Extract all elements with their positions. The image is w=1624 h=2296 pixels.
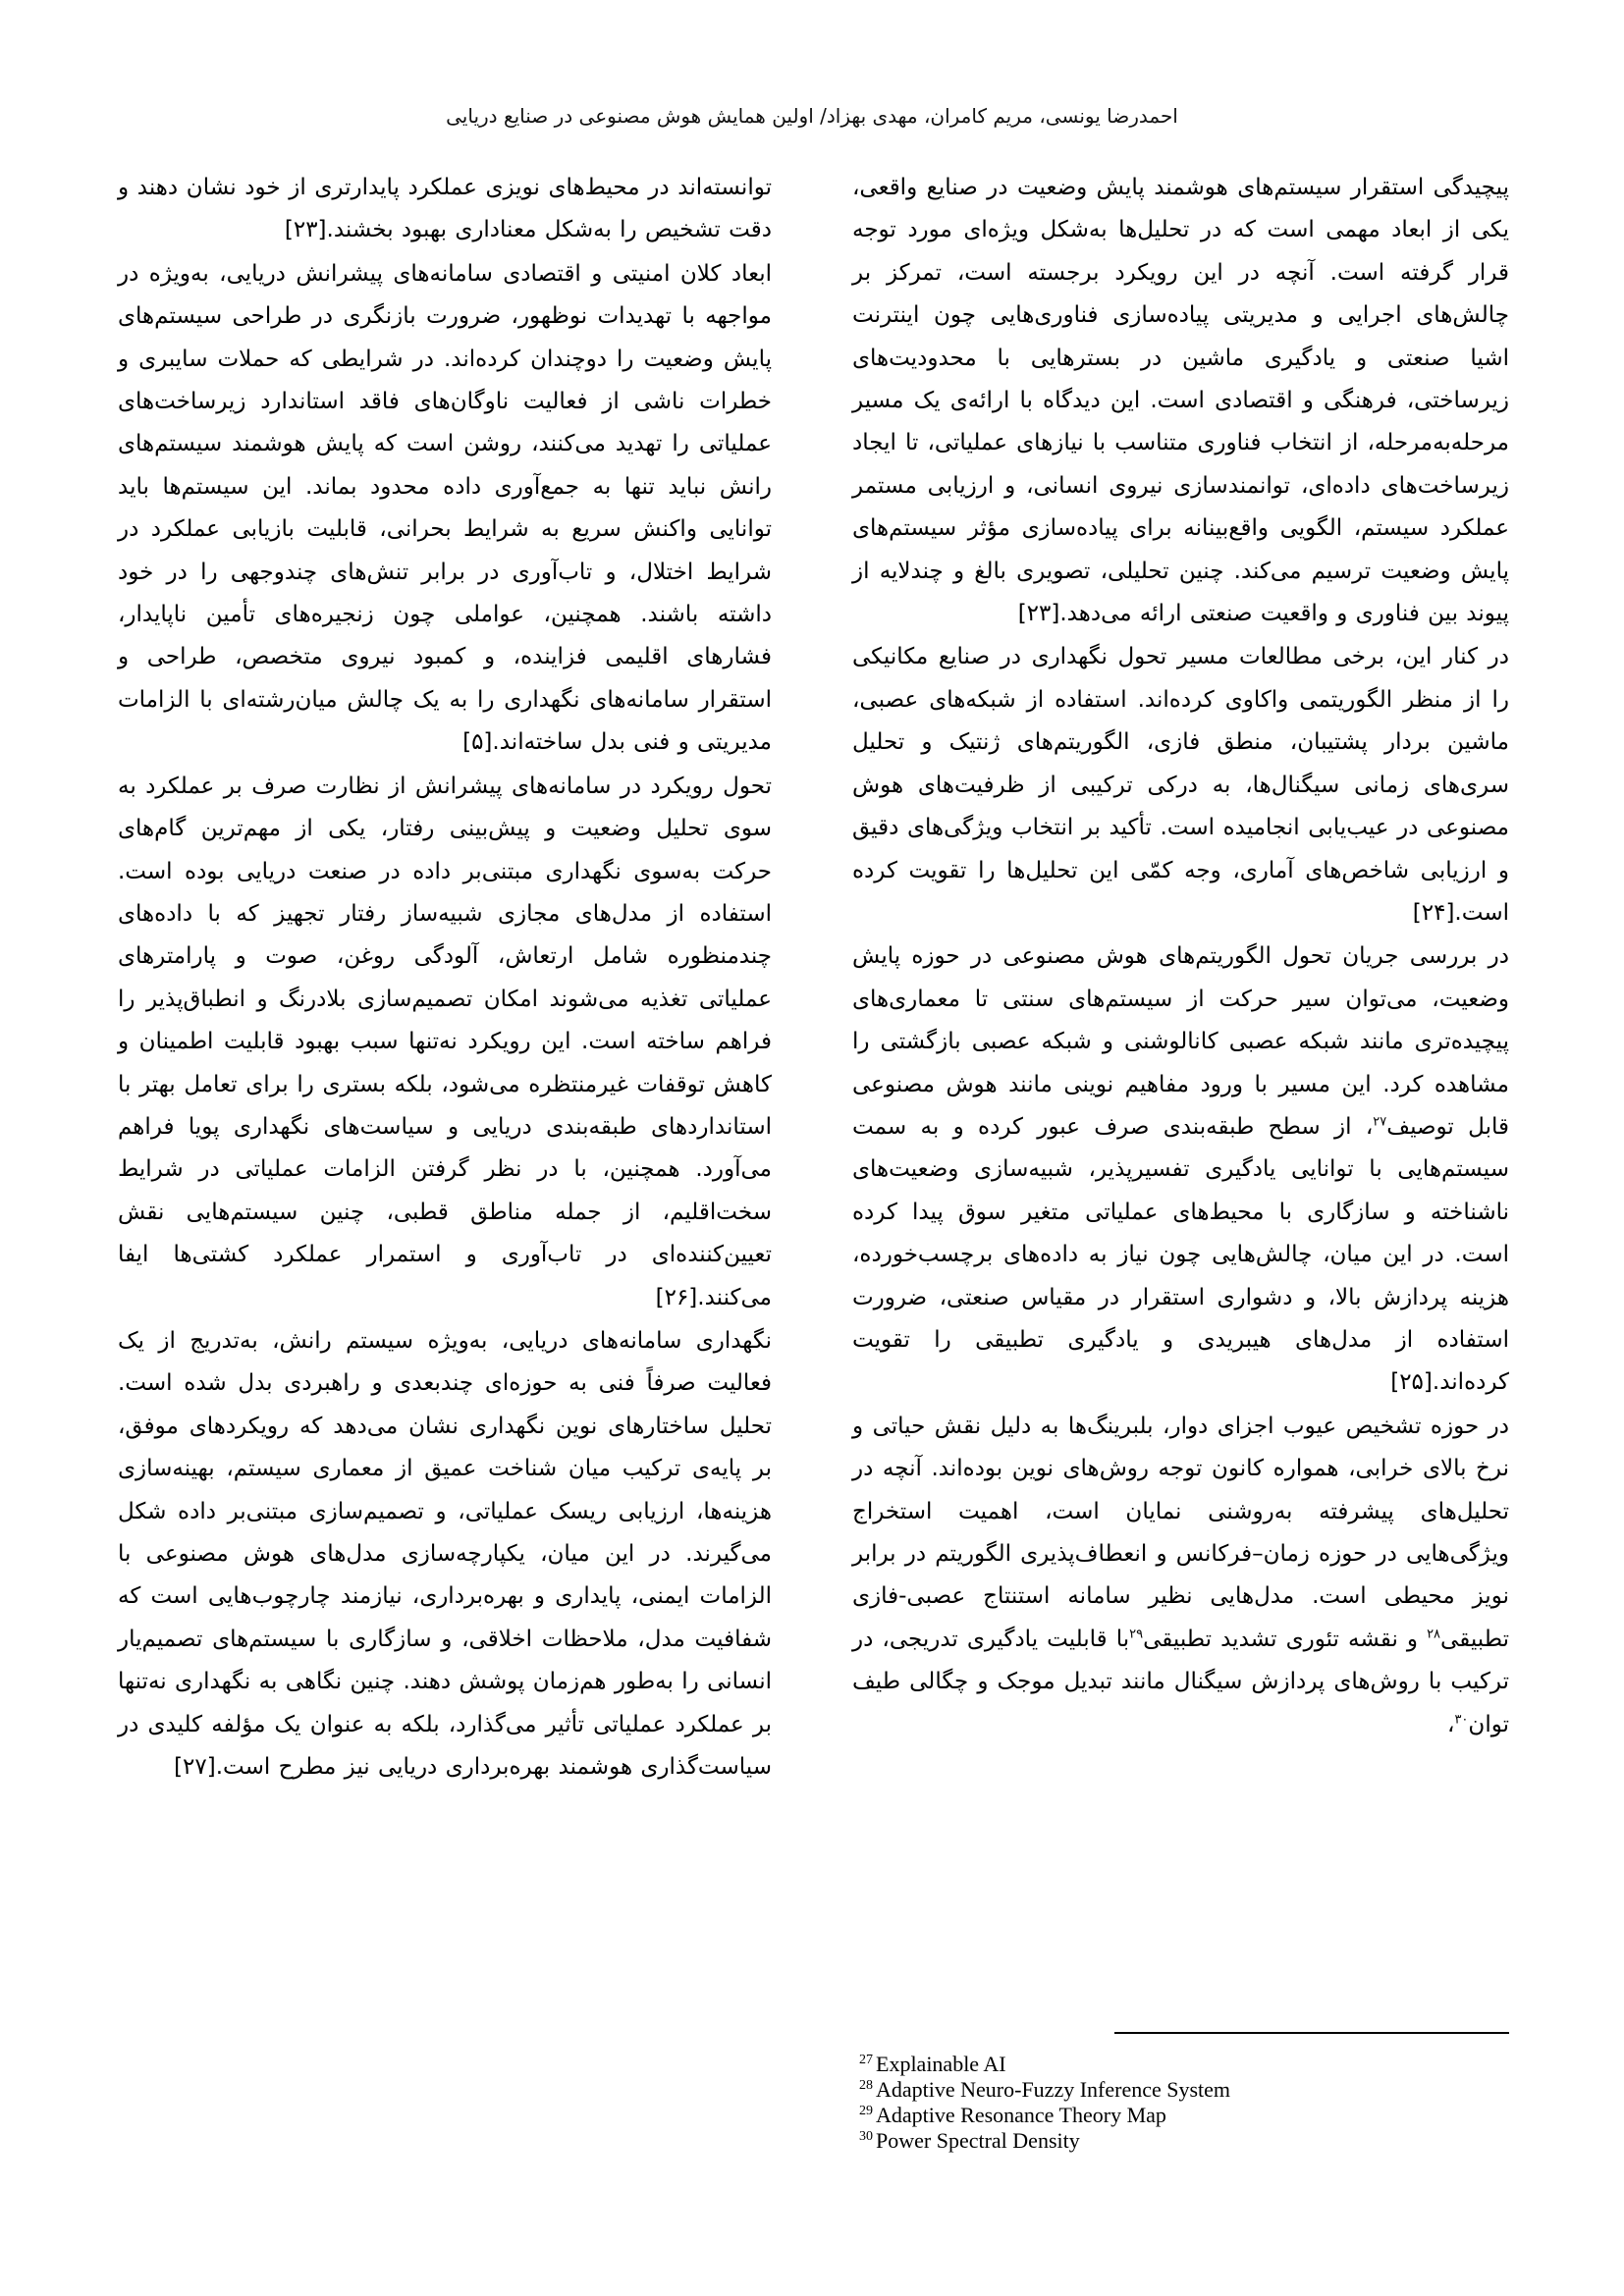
paragraph-text: در حوزه تشخیص عیوب اجزای دوار، بلبرینگ‌ها به دلیل نقش حیاتی و نرخ بالای خرابی، همواره کانون توجه روش‌های نوین بوده‌اند. آنچه در تحلیل‌های پیشرفته به‌روشنی نمایان است، اهمیت استخراج ویژگی‌هایی در حوزه زمان–فرکانس و انعطاف‌پذیری الگوریتم در برابر نویز محیطی است. مدل‌هایی نظیر سامانه استنتاج عصبی-فازی تطبیقی <box>852 1413 1510 1652</box>
paragraph <box>118 766 772 1319</box>
paragraph <box>852 1406 1509 1746</box>
footnote-item <box>859 2128 1509 2154</box>
running-title: احمدرضا یونسی، مریم کامران، مهدی بهزاد/ اولین همایش هوش مصنوعی در صنایع دریایی <box>446 104 1178 128</box>
paragraph-text: پیچیدگی استقرار سیستم‌های هوشمند پایش وضعیت در صنایع واقعی، یکی از ابعاد مهمی است که در تحلیل‌ها به‌شکل ویژه‌ای مورد توجه قرار گرفته است. آنچه در این رویکرد برجسته است، تمرکز بر چالش‌های اجرایی و مدیریتی پیاده‌سازی فناوری‌هایی چون اینترنت اشیا صنعتی و یادگیری ماشین در بسترهایی با محدودیت‌های زیرساختی، فرهنگی و اقتصادی است. این دیدگاه با ارائه‌ی یک مسیر مرحله‌به‌مرحله، از انتخاب فناوری متناسب با نیازهای عملیاتی، تا ایجاد زیرساخت‌های داده‌ای، توانمندسازی نیروی انسانی، و ارزیابی مستمر عملکرد سیستم، الگویی واقع‌بینانه برای پیاده‌سازی مؤثر سیستم‌های پایش وضعیت ترسیم می‌کند. چنین تحلیلی، تصویری بالغ و چندلایه از پیوند بین فناوری و واقعیت صنعتی ارائه می‌دهد <box>852 175 1509 627</box>
footnote-ref[interactable]: ۲۸ <box>1427 1627 1441 1642</box>
paragraph <box>118 1320 772 1789</box>
paragraph <box>852 636 1509 934</box>
paragraph <box>852 935 1509 1404</box>
running-header <box>0 96 1624 135</box>
footnote-ref[interactable]: ۲۹ <box>1129 1627 1144 1642</box>
footnote-item <box>859 2077 1509 2103</box>
paragraph-text: ، از سطح طبقه‌بندی صرف عبور کرده و به سمت سیستم‌هایی با توانایی یادگیری تفسیرپذیر، شبیه‌سازی وضعیت‌های ناشناخته و سازگاری با محیط‌های عملیاتی متغیر سوق پیدا کرده است. در این میان، چالش‌هایی چون نیاز به داده‌های برچسب‌خورده، هزینه پردازش بالا، و دشواری استقرار در مقیاس صنعتی، ضرورت استفاده از مدل‌های هیبریدی و یادگیری تطبیقی را تقویت کرده‌اند <box>852 1113 1509 1396</box>
citation: [۲۵]. <box>1390 1369 1440 1396</box>
paragraph-text: و نقشه تئوری تشدید تطبیقی <box>1143 1626 1428 1652</box>
paragraph-text: تحول رویکرد در سامانه‌های پیشرانش از نظارت صرف بر عملکرد به سوی تحلیل وضعیت و پیش‌بینی رفتار، یکی از مهم‌ترین گام‌های حرکت به‌سوی نگهداری مبتنی‌بر داده در صنعت دریایی بوده است. استفاده از مدل‌های مجازی شبیه‌ساز رفتار تجهیز که با داده‌های چندمنظوره شامل ارتعاش، آلودگی روغن، صوت و پارامترهای عملیاتی تغذیه می‌شوند امکان تصمیم‌سازی بلادرنگ و انطباق‌پذیر را فراهم ساخته است. این رویکرد نه‌تنها سبب بهبود قابلیت اطمینان و کاهش توقفات غیرمنتظره می‌شود، بلکه بستری را برای تعامل بهتر با استانداردهای طبقه‌بندی دریایی و سیاست‌های نگهداری پویا فراهم می‌آورد. همچنین، با در نظر گرفتن الزامات عملیاتی در شرایط سخت‌اقلیم، از جمله مناطق قطبی، چنین سیستم‌هایی نقش تعیین‌کننده‌ای در تاب‌آوری و استمرار عملکرد کشتی‌ها ایفا می‌کنند <box>118 773 772 1310</box>
footnote-item <box>859 2103 1509 2128</box>
paragraph-text: در بررسی جریان تحول الگوریتم‌های هوش مصنوعی در حوزه پایش وضعیت، می‌توان سیر حرکت از سیستم‌های سنتی تا معماری‌های پیچیده‌تری مانند شبکه عصبی کانالوشنی و شبکه عصبی بازگشتی را مشاهده کرد. این مسیر با ورود مفاهیم نوینی مانند هوش مصنوعی قابل توصیف <box>852 943 1509 1140</box>
footnote-number: 29 <box>859 2103 873 2118</box>
footnote-item <box>859 2052 1509 2077</box>
footnote-number: 27 <box>859 2052 873 2067</box>
footnote-separator <box>1114 2032 1509 2034</box>
citation: [۲۳]. <box>284 217 334 243</box>
left-column <box>118 167 772 1789</box>
footnote-text: Adaptive Neuro-Fuzzy Inference System <box>876 2077 1231 2102</box>
footnote-text: Adaptive Resonance Theory Map <box>876 2103 1166 2127</box>
citation: [۲۳]. <box>1017 601 1067 627</box>
citation: [۲۷]. <box>174 1754 224 1781</box>
citation: [۵]. <box>462 729 500 756</box>
paragraph-text: ابعاد کلان امنیتی و اقتصادی سامانه‌های پیشرانش دریایی، به‌ویژه در مواجهه با تهدیدات نوظهور، ضرورت بازنگری در طراحی سیستم‌های پایش وضعیت را دوچندان کرده‌اند. در شرایطی که حملات سایبری و خطرات ناشی از فعالیت ناوگان‌های فاقد استاندارد زیرساخت‌های عملیاتی را تهدید می‌کنند، روشن است که پایش هوشمند سیستم‌های رانش نباید تنها به جمع‌آوری داده محدود بماند. این سیستم‌ها باید توانایی واکنش سریع به شرایط بحرانی، قابلیت بازیابی عملکرد در شرایط اختلال، و تاب‌آوری در برابر تنش‌های چندوجهی را در خود داشته باشند. همچنین، عواملی چون زنجیره‌های تأمین ناپایدار، فشارهای اقلیمی فزاینده، و کمبود نیروی متخصص، طراحی و استقرار سامانه‌های نگهداری را به یک چالش میان‌رشته‌ای با الزامات مدیریتی و فنی بدل ساخته‌اند <box>118 260 772 756</box>
right-column <box>852 167 1509 1747</box>
paragraph-text: نگهداری سامانه‌های دریایی، به‌ویژه سیستم رانش، به‌تدریج از یک فعالیت صرفاً فنی به حوزه‌ای چندبعدی و راهبردی بدل شده است. تحلیل ساختارهای نوین نگهداری نشان می‌دهد که رویکردهای موفق، بر پایه‌ی ترکیب میان شناخت عمیق از معماری سیستم، بهینه‌سازی هزینه‌ها، ارزیابی ریسک عملیاتی، و تصمیم‌سازی مبتنی‌بر داده شکل می‌گیرند. در این میان، یکپارچه‌سازی مدل‌های هوش مصنوعی با الزامات ایمنی، پایداری و بهره‌برداری، نیازمند چارچوب‌هایی است که شفافیت مدل، ملاحظات اخلاقی، و سازگاری با سیستم‌های تصمیم‌یار انسانی را به‌طور هم‌زمان پوشش دهند. چنین نگاهی به نگهداری نه‌تنها بر عملکرد عملیاتی تأثیر می‌گذارد، بلکه به عنوان یک مؤلفه کلیدی در سیاست‌گذاری هوشمند بهره‌برداری دریایی نیز مطرح است <box>118 1327 772 1781</box>
citation: [۲۶]. <box>655 1284 705 1310</box>
paragraph-text: توانسته‌اند در محیط‌های نویزی عملکرد پایدارتری از خود نشان دهند و دقت تشخیص را به‌شکل معناداری بهبود بخشند <box>118 175 772 243</box>
citation: [۲۴]. <box>1412 899 1462 926</box>
footnote-text: Power Spectral Density <box>876 2128 1080 2153</box>
footnotes <box>859 2052 1509 2154</box>
paragraph-text: با قابلیت یادگیری تدریجی، در ترکیب با روش‌های پردازش سیگنال مانند تبدیل موجک و چگالی طیف توان <box>852 1626 1509 1737</box>
paragraph <box>852 167 1509 635</box>
paragraph-text: در کنار این، برخی مطالعات مسیر تحول نگهداری در صنایع مکانیکی را از منظر الگوریتمی واکاوی کرده‌اند. استفاده از شبکه‌های عصبی، ماشین بردار پشتیبان، منطق فازی، الگوریتم‌های ژنتیک و تحلیل سری‌های زمانی سیگنال‌ها، به درکی ترکیبی از ظرفیت‌های هوش مصنوعی در عیب‌یابی انجامیده است. تأکید بر انتخاب ویژگی‌های دقیق و ارزیابی شاخص‌های آماری، وجه کمّی این تحلیل‌ها را تقویت کرده است <box>852 644 1509 926</box>
footnote-ref[interactable]: ۳۰ <box>1454 1711 1469 1727</box>
paragraph <box>118 167 772 252</box>
footnote-number: 28 <box>859 2077 873 2093</box>
footnote-number: 30 <box>859 2128 873 2144</box>
paragraph-text: ، <box>1447 1711 1455 1737</box>
paragraph <box>118 253 772 765</box>
footnote-text: Explainable AI <box>876 2052 1006 2076</box>
footnote-ref[interactable]: ۲۷ <box>1373 1114 1387 1130</box>
